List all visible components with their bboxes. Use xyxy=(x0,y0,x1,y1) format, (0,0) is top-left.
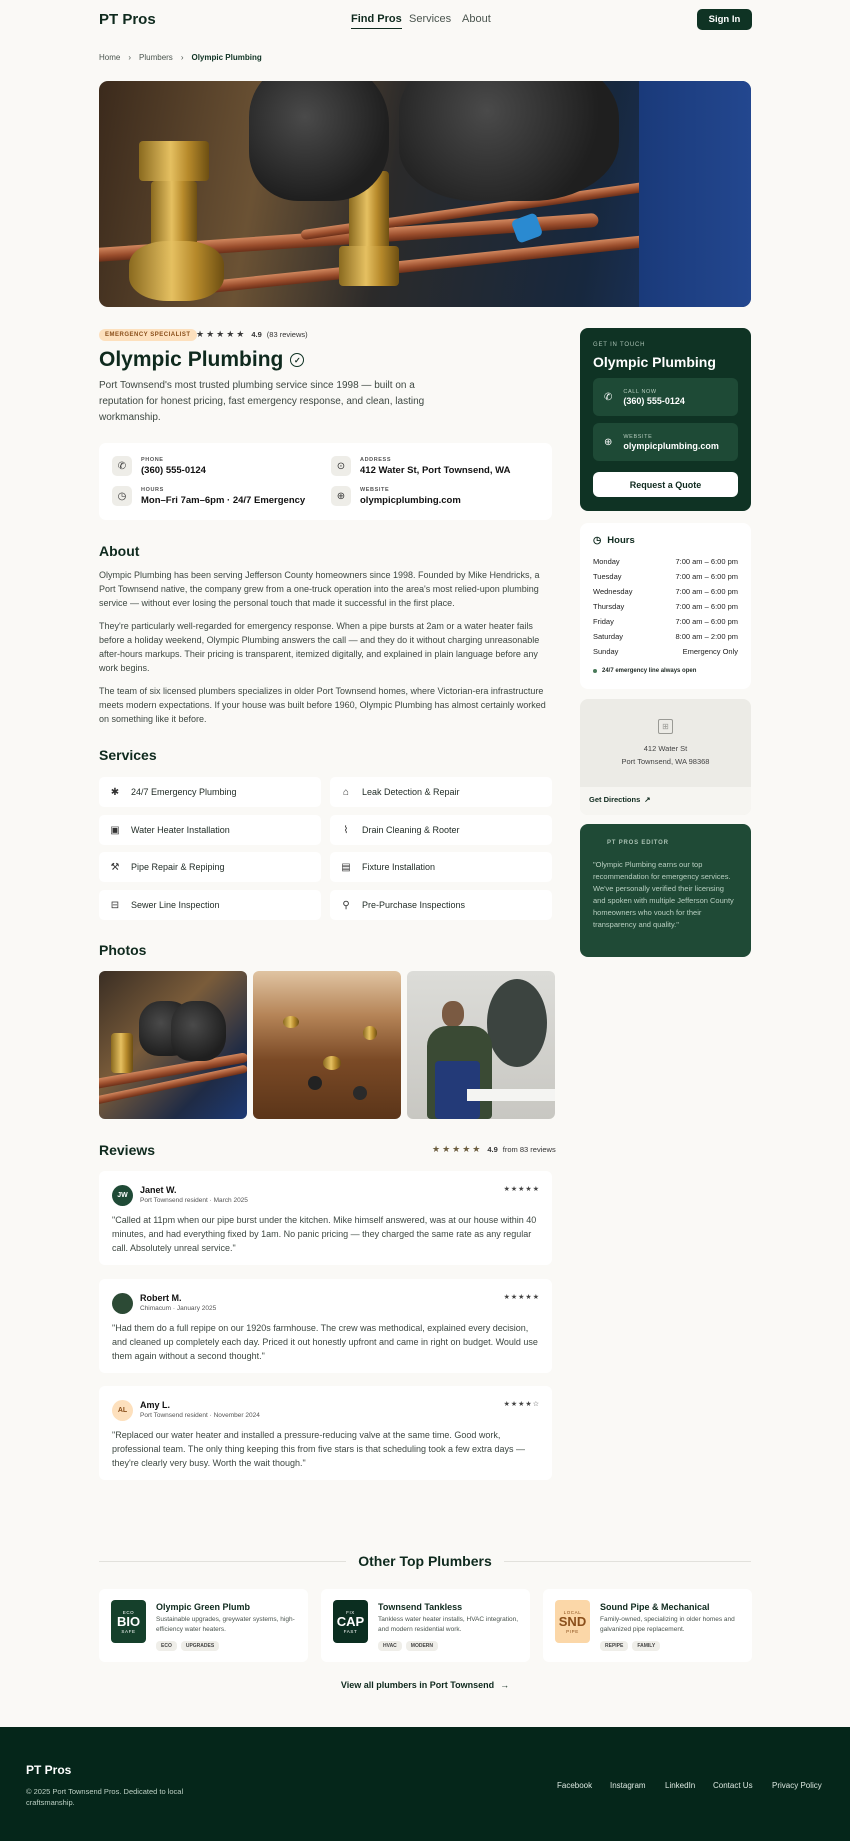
plumber-tag: ECO xyxy=(156,1641,177,1651)
hours-value: Mon–Fri 7am–6pm · 24/7 Emergency xyxy=(141,494,306,506)
review-stars: ★★★★☆ xyxy=(503,1401,540,1408)
service-item xyxy=(99,852,321,882)
contact-info-card xyxy=(99,443,552,520)
hours-card xyxy=(580,523,751,689)
website-button[interactable] xyxy=(593,423,738,461)
breadcrumb-plumbers[interactable]: Plumbers xyxy=(139,53,173,62)
house-icon: ⌂ xyxy=(342,786,350,798)
photos-heading: Photos xyxy=(99,942,147,958)
nav-find-pros[interactable]: Find Pros xyxy=(351,13,402,29)
review-text: "Called at 11pm when our pipe burst under the kitchen. Mike himself answered, was at our house within 40 minutes, and had everything fixed by 1am. No panic pricing — they charged the same rate as any regular call. Absolutely unreal service." xyxy=(112,1215,537,1253)
plumber-tag: HVAC xyxy=(378,1641,402,1651)
service-item xyxy=(99,890,321,920)
footer-link-contact[interactable]: Contact Us xyxy=(713,1781,753,1790)
plumber-card[interactable] xyxy=(543,1589,752,1662)
about-paragraph-2: They're particularly well-regarded for emergency response. When a pipe bursts at 2am or a water heater fails before a holiday weekend, Olympic Plumbing answers the call — and they do it without charging unreasonable after-hours markups. Their pricing is transparent, itemized digitally, and explained in plain language before any work begins. xyxy=(99,621,540,673)
avatar: AL xyxy=(112,1400,133,1421)
chevron-right-icon: › xyxy=(128,53,132,62)
review-stars: ★★★★★ xyxy=(503,1186,540,1193)
service-label: Water Heater Installation xyxy=(131,825,230,835)
get-directions-text: Get Directions xyxy=(589,795,641,804)
breadcrumb xyxy=(99,53,262,62)
service-item xyxy=(330,777,552,807)
plumber-tag: REPIPE xyxy=(600,1641,628,1651)
emergency-specialist-badge: EMERGENCY SPECIALIST xyxy=(99,329,197,341)
view-all-text: View all plumbers in Port Townsend xyxy=(340,1680,495,1690)
breadcrumb-home[interactable]: Home xyxy=(99,53,121,62)
service-label: Sewer Line Inspection xyxy=(131,900,220,910)
about-heading: About xyxy=(99,543,140,559)
request-quote-button[interactable]: Request a Quote xyxy=(593,472,738,497)
search-icon: ⚲ xyxy=(342,899,350,911)
service-item xyxy=(330,815,552,845)
hero-image xyxy=(99,81,751,307)
clock-icon: ◷ xyxy=(593,535,602,546)
photo-pipes[interactable] xyxy=(99,971,247,1119)
service-label: Drain Cleaning & Rooter xyxy=(362,825,460,835)
avatar xyxy=(112,1293,133,1314)
plumber-logo: LOCAL SND PIPE xyxy=(555,1600,590,1643)
hours-info xyxy=(112,486,305,506)
phone-value: (360) 555-0124 xyxy=(141,464,206,476)
editor-label: PT PROS EDITOR xyxy=(607,840,669,846)
hours-row: Thursday 7:00 am – 6:00 pm xyxy=(593,602,738,611)
review-text: "Had them do a full repipe on our 1920s farmhouse. The crew was methodical, explained every decision, and cleaned up completely each day. Priced it out honestly upfront and came in right on budget. Would use them again without a second thought." xyxy=(112,1323,538,1361)
get-in-touch-card xyxy=(580,328,751,511)
map-address-line-2: Port Townsend, WA 98368 xyxy=(621,757,710,766)
website-label: WEBSITE xyxy=(623,433,653,440)
nav-services[interactable]: Services xyxy=(409,13,452,25)
emergency-note xyxy=(593,668,696,674)
service-label: Pre-Purchase Inspections xyxy=(362,900,466,910)
footer-brand[interactable]: PT Pros xyxy=(26,1763,72,1777)
call-now-button[interactable] xyxy=(593,378,738,416)
website-label: WEBSITE xyxy=(360,486,390,493)
get-in-touch-label: GET IN TOUCH xyxy=(593,342,646,348)
review-card xyxy=(99,1279,552,1373)
footer-link-privacy[interactable]: Privacy Policy xyxy=(772,1781,822,1790)
business-title xyxy=(99,348,304,372)
avatar: JW xyxy=(112,1185,133,1206)
asterisk-icon: ✱ xyxy=(110,786,120,798)
other-plumbers-heading: Other Top Plumbers xyxy=(346,1553,504,1569)
location-pin-icon: ⊙ xyxy=(331,456,351,476)
hours-row: Tuesday 7:00 am – 6:00 pm xyxy=(593,572,738,581)
arrow-right-icon: → xyxy=(500,1680,510,1690)
reviews-summary-count: from 83 reviews xyxy=(502,1145,556,1154)
plumber-desc: Tankless water heater installs, HVAC integration, and modern residential work. xyxy=(378,1616,519,1633)
clock-icon: ◷ xyxy=(112,486,132,506)
map-card[interactable] xyxy=(580,699,751,815)
get-directions-link[interactable] xyxy=(589,795,651,804)
business-tagline: Port Townsend's most trusted plumbing service since 1998 — built on a reputation for honest pricing, fast emergency response, and clean, lasting workmanship. xyxy=(99,380,425,423)
fixture-icon: ▤ xyxy=(341,861,351,873)
top-nav xyxy=(0,0,850,38)
website-url: olympicplumbing.com xyxy=(623,440,719,451)
reviewer-name: Amy L. xyxy=(140,1400,171,1410)
rating-count: (83 reviews) xyxy=(266,330,308,339)
phone-icon: ✆ xyxy=(112,456,132,476)
footer-copyright: © 2025 Port Townsend Pros. Dedicated to local craftsmanship. xyxy=(26,1787,184,1807)
hours-label: HOURS xyxy=(141,486,164,493)
service-item xyxy=(330,852,552,882)
plumber-card[interactable] xyxy=(99,1589,308,1662)
photo-fittings[interactable] xyxy=(253,971,401,1119)
other-plumbers-heading-row xyxy=(99,1551,751,1571)
rating-summary xyxy=(196,329,308,340)
hours-row: Wednesday 7:00 am – 6:00 pm xyxy=(593,587,738,596)
business-name: Olympic Plumbing xyxy=(99,348,284,371)
service-item xyxy=(99,777,321,807)
review-text: "Replaced our water heater and installed a pressure-reducing valve at the same time. Good work, professional team. The only thing keeping this from five stars is that scheduling took a few extra days — they're clearly very busy. Worth the wait though." xyxy=(112,1430,526,1468)
hours-row: Friday 7:00 am – 6:00 pm xyxy=(593,617,738,626)
globe-icon: ⊕ xyxy=(331,486,351,506)
wrench-icon: ⚒ xyxy=(110,861,120,873)
call-now-number: (360) 555-0124 xyxy=(623,395,685,406)
plumber-desc: Family-owned, specializing in older homes and galvanized pipe replacement. xyxy=(600,1616,735,1633)
plumber-name: Sound Pipe & Mechanical xyxy=(600,1602,710,1612)
footer-link-linkedin[interactable]: LinkedIn xyxy=(665,1781,696,1790)
service-label: Leak Detection & Repair xyxy=(362,787,460,797)
reviewer-name: Robert M. xyxy=(140,1293,182,1303)
reviews-summary-rating: 4.9 xyxy=(487,1145,498,1154)
service-label: Fixture Installation xyxy=(362,862,436,872)
plumber-name: Olympic Green Plumb xyxy=(156,1602,251,1612)
website-info[interactable] xyxy=(331,486,461,506)
review-stars: ★★★★★ xyxy=(503,1294,540,1301)
reviewer-meta: Port Townsend resident · November 2024 xyxy=(140,1412,260,1419)
reviewer-meta: Port Townsend resident · March 2025 xyxy=(140,1197,248,1204)
address-label: ADDRESS xyxy=(360,456,392,463)
service-item xyxy=(99,815,321,845)
hours-heading xyxy=(593,535,635,546)
star-rating-icon: ★★★★★ xyxy=(196,329,247,339)
plumber-logo: ECO BIO SAFE xyxy=(111,1600,146,1643)
toolbox-icon: ⊟ xyxy=(110,899,120,911)
editor-note-card xyxy=(580,824,751,957)
heater-icon: ▣ xyxy=(110,824,120,836)
sign-in-button[interactable]: Sign In xyxy=(697,9,752,30)
sidebar-business-name: Olympic Plumbing xyxy=(593,354,716,370)
view-all-plumbers-link[interactable] xyxy=(0,1680,850,1690)
map-address-line-1: 412 Water St xyxy=(643,744,688,753)
editor-quote: "Olympic Plumbing earns our top recommendation for emergency services. We've personally verified their licensing and spoken with multiple Jefferson County homeowners who vouch for their transparency and quality." xyxy=(593,860,734,929)
breadcrumb-current: Olympic Plumbing xyxy=(191,53,262,62)
footer-link-facebook[interactable]: Facebook xyxy=(557,1781,593,1790)
plumber-logo: FIX CAP FAST xyxy=(333,1600,368,1643)
service-item xyxy=(330,890,552,920)
review-card xyxy=(99,1171,552,1265)
service-label: 24/7 Emergency Plumbing xyxy=(131,787,237,797)
plumber-tag: FAMILY xyxy=(632,1641,660,1651)
chevron-right-icon: › xyxy=(180,53,184,62)
about-paragraph-1: Olympic Plumbing has been serving Jefferson County homeowners since 1998. Founded by Mike Hendricks, a Port Townsend native, the company grew from a one-truck operation into the area's most relied-upon plumbing service — without ever losing the personal touch that made it successful in the first place. xyxy=(99,570,540,608)
reviews-heading: Reviews xyxy=(99,1142,156,1158)
address-value: 412 Water St, Port Townsend, WA xyxy=(360,464,511,476)
rating-value: 4.9 xyxy=(251,330,262,339)
reviews-summary xyxy=(432,1144,556,1155)
external-link-icon: ↗ xyxy=(644,795,651,804)
service-label: Pipe Repair & Repiping xyxy=(131,862,225,872)
phone-label: PHONE xyxy=(141,456,164,463)
hours-heading-text: Hours xyxy=(607,535,635,546)
review-card xyxy=(99,1386,552,1480)
phone-info[interactable] xyxy=(112,456,206,476)
plumber-card[interactable] xyxy=(321,1589,530,1662)
verified-badge-icon: ✓ xyxy=(290,353,304,367)
photo-plumber-sink[interactable] xyxy=(407,971,555,1119)
about-paragraph-3: The team of six licensed plumbers specializes in older Port Townsend homes, where Victorian-era infrastructure meets modern expectations. If your house was built before 1960, Olympic Plumbing has almost certainly worked on something like it before. xyxy=(99,686,546,724)
reviewer-meta: Chimacum · January 2025 xyxy=(140,1305,217,1312)
nav-about[interactable]: About xyxy=(462,13,491,25)
brush-icon: ⌇ xyxy=(343,824,349,836)
plumber-desc: Sustainable upgrades, greywater systems, high-efficiency water heaters. xyxy=(156,1616,295,1633)
emergency-note-text: 24/7 emergency line always open xyxy=(602,668,697,674)
address-info xyxy=(331,456,510,476)
globe-icon: ⊕ xyxy=(604,436,613,448)
services-heading: Services xyxy=(99,747,157,763)
plumber-tag: MODERN xyxy=(406,1641,438,1651)
hours-row: Monday 7:00 am – 6:00 pm xyxy=(593,557,738,566)
map-icon: ⊞ xyxy=(658,719,673,734)
hours-row: Sunday Emergency Only xyxy=(593,647,738,656)
website-value: olympicplumbing.com xyxy=(360,494,461,506)
call-now-label: CALL NOW xyxy=(623,388,657,395)
reviewer-name: Janet W. xyxy=(140,1185,177,1195)
footer-link-instagram[interactable]: Instagram xyxy=(610,1781,646,1790)
phone-icon: ✆ xyxy=(604,391,613,403)
plumber-tag: UPGRADES xyxy=(181,1641,219,1651)
dot-icon xyxy=(593,669,597,673)
hours-row: Saturday 8:00 am – 2:00 pm xyxy=(593,632,738,641)
brand-logo[interactable]: PT Pros xyxy=(99,11,156,28)
plumber-name: Townsend Tankless xyxy=(378,1602,463,1612)
star-rating-icon: ★★★★★ xyxy=(432,1144,483,1154)
